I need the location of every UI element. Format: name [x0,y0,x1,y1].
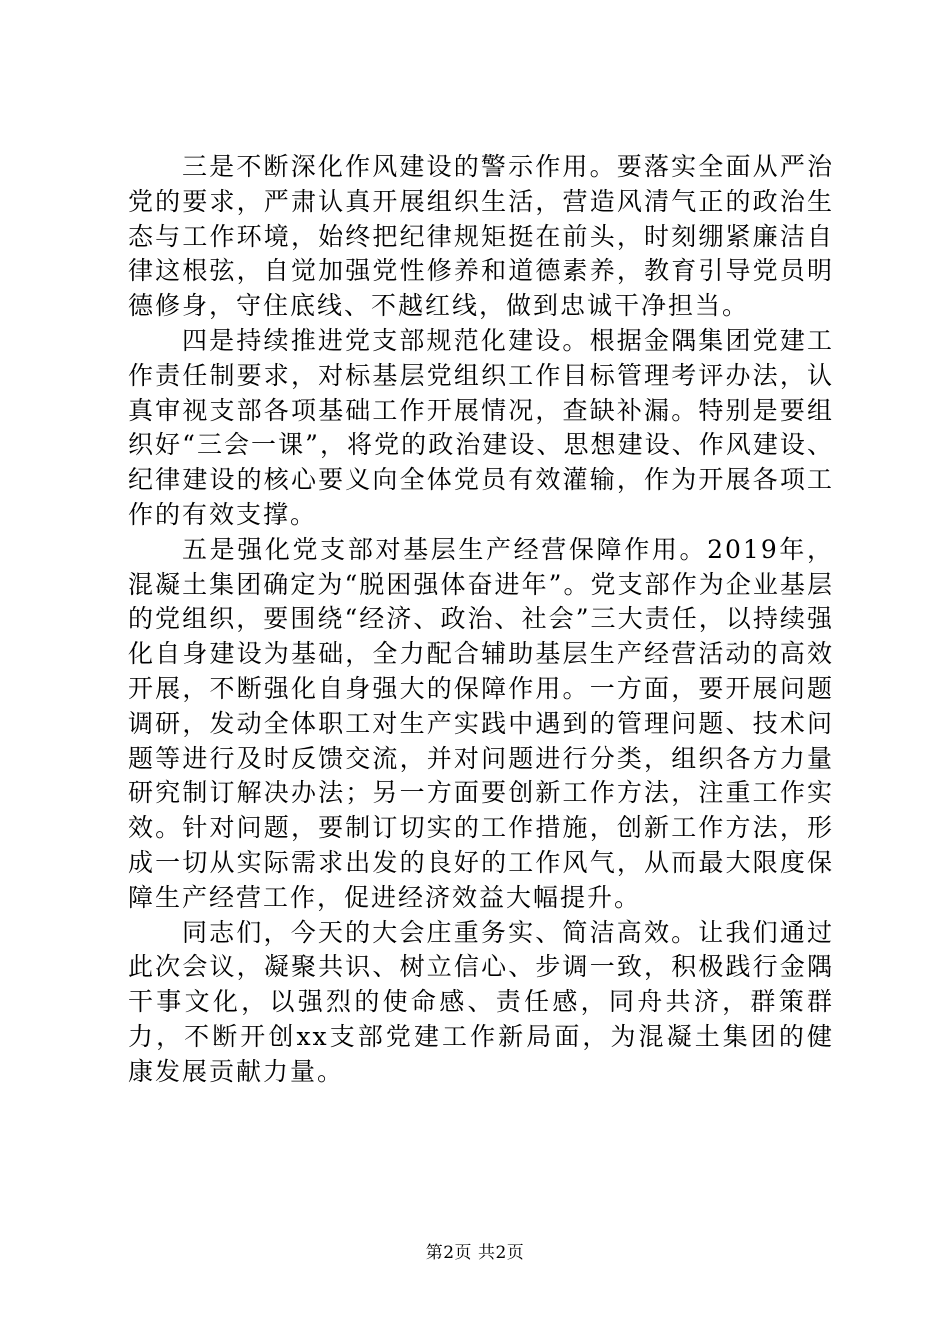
paragraph-point-three: 三是不断深化作风建设的警示作用。要落实全面从严治党的要求，严肃认真开展组织生活，营造风清气正的政治生态与工作环境，始终把纪律规矩挺在前头，时刻绷紧廉洁自律这根弦，自觉加强党性修养和道德素养，教育引导党员明德修身，守住底线、不越红线，做到忠诚干净担当。 [128,152,834,321]
paragraph-point-four: 四是持续推进党支部规范化建设。根据金隅集团党建工作责任制要求，对标基层党组织工作目标管理考评办法，认真审视支部各项基础工作开展情况，查缺补漏。特别是要组织好“三会一课”，将党的政治建设、思想建设、作风建设、纪律建设的核心要义向全体党员有效灌输，作为开展各项工作的有效支撑。 [128,325,834,529]
paragraph-closing: 同志们，今天的大会庄重务实、简洁高效。让我们通过此次会议，凝聚共识、树立信心、步调一致，积极践行金隅干事文化，以强烈的使命感、责任感，同舟共济，群策群力，不断开创xx支部党建工作新局面，为混凝土集团的健康发展贡献力量。 [128,917,834,1086]
document-body [128,150,834,1090]
page-number-footer: 第2页 共2页 [425,1243,525,1263]
paragraph-point-five: 五是强化党支部对基层生产经营保障作用。2019年，混凝土集团确定为“脱困强体奋进年”。党支部作为企业基层的党组织，要围绕“经济、政治、社会”三大责任，以持续强化自身建设为基础，全力配合辅助基层生产经营活动的高效开展，不断强化自身强大的保障作用。一方面，要开展问题调研，发动全体职工对生产实践中遇到的管理问题、技术问题等进行及时反馈交流，并对问题进行分类，组织各方力量研究制订解决办法；另一方面要创新工作方法，注重工作实效。针对问题，要制订切实的工作措施，创新工作方法，形成一切从实际需求出发的良好的工作风气，从而最大限度保障生产经营工作，促进经济效益大幅提升。 [128,534,834,912]
